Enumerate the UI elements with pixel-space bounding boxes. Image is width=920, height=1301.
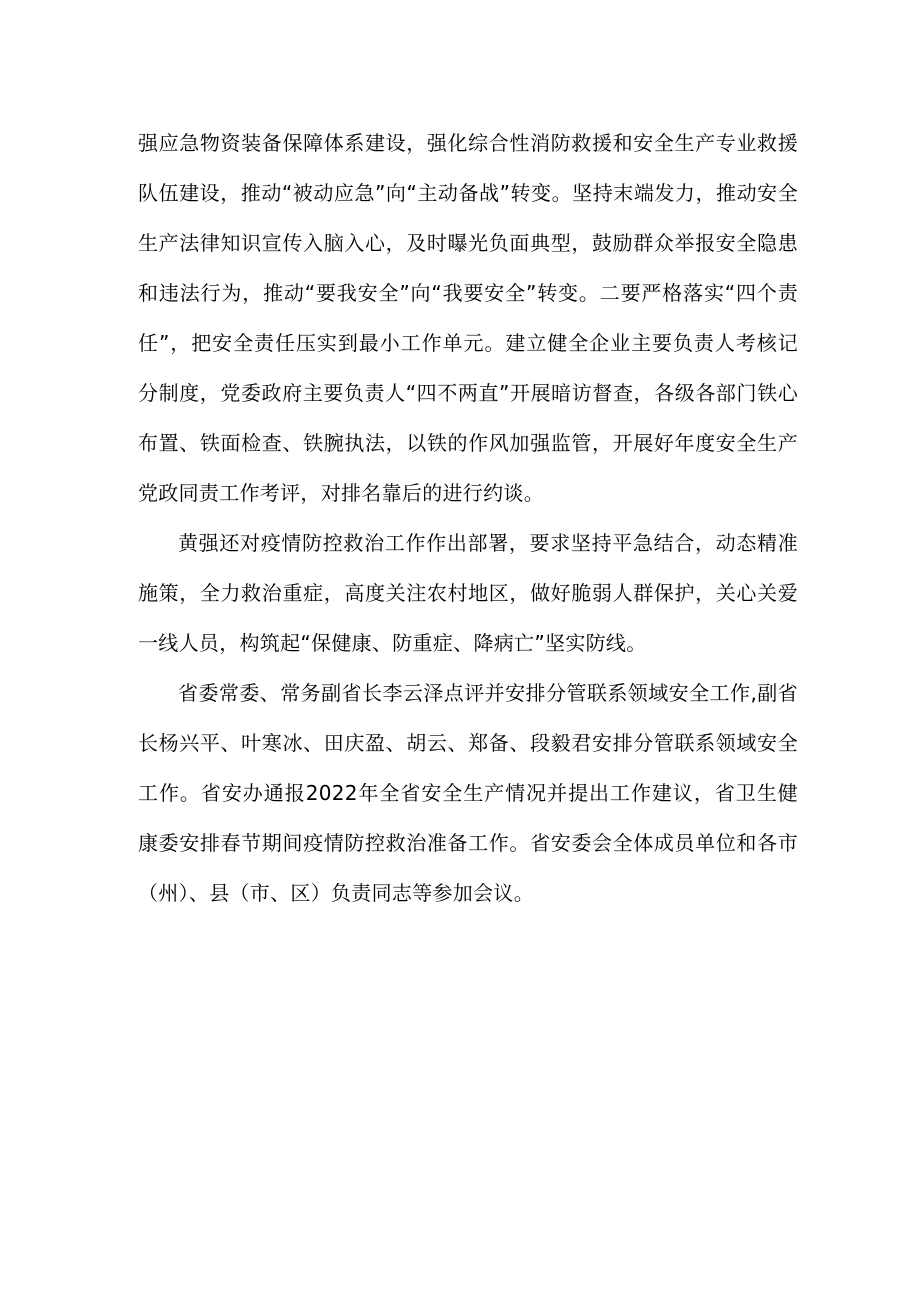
paragraph-1: 强应急物资装备保障体系建设，强化综合性消防救援和安全生产专业救援队伍建设，推动“被动应急”向“主动备战”转变。坚持末端发力，推动安全生产法律知识宣传入脑入心，及时曝光负面典型，鼓励群众举报安全隐患和违法行为，推动“要我安全”向“我要安全”转变。二要严格落实“四个责任”，把安全责任压实到最小工作单元。建立健全企业主要负责人考核记分制度，党委政府主要负责人“四不两直”开展暗访督查，各级各部门铁心布置、铁面检查、铁腕执法，以铁的作风加强监管，开展好年度安全生产党政同责工作考评，对排名靠后的进行约谈。 xyxy=(138,131,798,505)
paragraph-2: 黄强还对疫情防控救治工作作出部署，要求坚持平急结合，动态精准施策，全力救治重症，高度关注农村地区，做好脆弱人群保护，关心关爱一线人员，构筑起“保健康、防重症、降病亡”坚实防线。 xyxy=(138,531,798,655)
paragraph-3: 省委常委、常务副省长李云泽点评并安排分管联系领域安全工作,副省长杨兴平、叶寒冰、田庆盈、胡云、郑备、段毅君安排分管联系领域安全工作。省安办通报2022年全省安全生产情况并提出工作建议，省卫生健康委安排春节期间疫情防控救治准备工作。省安委会全体成员单位和各市（州）、县（市、区）负责同志等参加会议。 xyxy=(138,681,798,905)
document-body xyxy=(138,118,798,918)
